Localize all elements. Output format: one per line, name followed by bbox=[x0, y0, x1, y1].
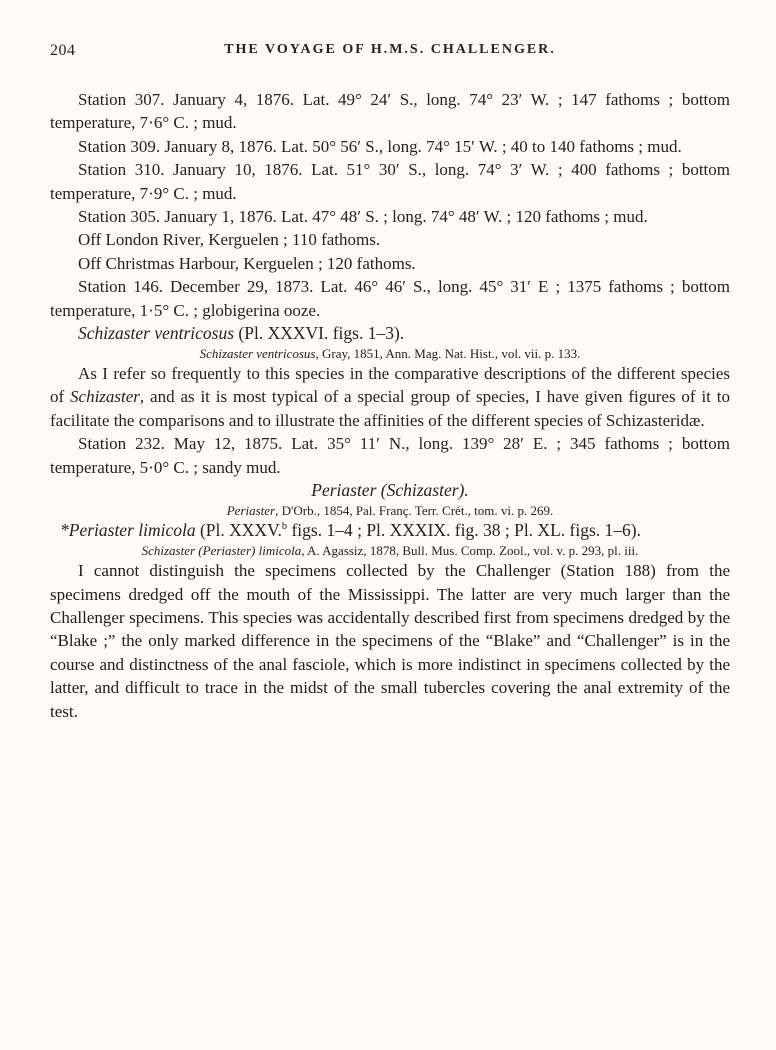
station-entry-232: Station 232. May 12, 1875. Lat. 35° 11′ N., long. 139° 28′ E. ; 345 fathoms ; bottom temperature, 5·0° C. ; sandy mud. bbox=[50, 434, 730, 477]
paragraph-schizaster-discussion: As I refer so frequently to this species in the comparative descriptions of the different species of Schizaster, and as it is most typical of a special group of species, I have given figures of it to facilitate the comparisons and to illustrate the affinities of the different species of Schizasteridæ. bbox=[50, 364, 730, 430]
station-entry-305: Station 305. January 1, 1876. Lat. 47° 48′ S. ; long. 74° 48′ W. ; 120 fathoms ; mud. bbox=[78, 207, 648, 227]
synonymy-citation-schizaster-ventricosus: Schizaster ventricosus, Gray, 1851, Ann. Mag. Nat. Hist., vol. vii. p. 133. bbox=[199, 346, 581, 362]
synonymy-citation-periaster: Periaster, D'Orb., 1854, Pal. Franç. Terr. Crét., tom. vi. p. 269. bbox=[226, 503, 554, 519]
station-entry-146: Station 146. December 29, 1873. Lat. 46° 46′ S., long. 45° 31′ E ; 1375 fathoms ; bottom temperature, 1·5° C. ; globigerina ooze. bbox=[50, 277, 730, 320]
running-title: THE VOYAGE OF H.M.S. CHALLENGER. bbox=[224, 42, 556, 57]
genus-heading-periaster: Periaster (Schizaster). bbox=[311, 480, 469, 501]
page-header bbox=[50, 42, 730, 62]
page-body bbox=[50, 88, 730, 723]
page-number: 204 bbox=[50, 42, 76, 59]
station-entry-309: Station 309. January 8, 1876. Lat. 50° 56′ S., long. 74° 15′ W. ; 40 to 140 fathoms ; mud. bbox=[78, 136, 682, 156]
station-entry-310: Station 310. January 10, 1876. Lat. 51° 30′ S., long. 74° 3′ W. ; 400 fathoms ; bottom temperature, 7·9° C. ; mud. bbox=[50, 160, 730, 203]
species-heading-schizaster-ventricosus: Schizaster ventricosus (Pl. XXXVI. figs. 1–3). bbox=[78, 323, 405, 344]
locality-entry-london-river: Off London River, Kerguelen ; 110 fathoms. bbox=[78, 230, 381, 250]
locality-entry-christmas-harbour: Off Christmas Harbour, Kerguelen ; 120 fathoms. bbox=[78, 253, 416, 273]
paragraph-periaster-discussion: I cannot distinguish the specimens collected by the Challenger (Station 188) from the specimens dredged off the mouth of the Mississippi. The latter are very much larger than the Challenger specimens. This species was accidentally described first from specimens dredged by the “Blake ;” the only marked difference in the specimens of the “Blake” and “Challenger” is in the course and distinctness of the anal fasciole, which is more indistinct in specimens collected by the latter, and difficult to trace in the midst of the small tubercles covering the anal extremity of the test. bbox=[50, 561, 730, 721]
species-heading-periaster-limicola: *Periaster limicola (Pl. XXXV.$^b$ figs. 1–4 ; Pl. XXXIX. fig. 38 ; Pl. XL. figs. 1–6). bbox=[60, 520, 641, 541]
synonymy-citation-periaster-limicola: Schizaster (Periaster) limicola, A. Agassiz, 1878, Bull. Mus. Comp. Zool., vol. v. p. 293, pl. iii. bbox=[141, 543, 639, 559]
station-entry-307: Station 307. January 4, 1876. Lat. 49° 24′ S., long. 74° 23′ W. ; 147 fathoms ; bottom temperature, 7·6° C. ; mud. bbox=[50, 90, 730, 133]
